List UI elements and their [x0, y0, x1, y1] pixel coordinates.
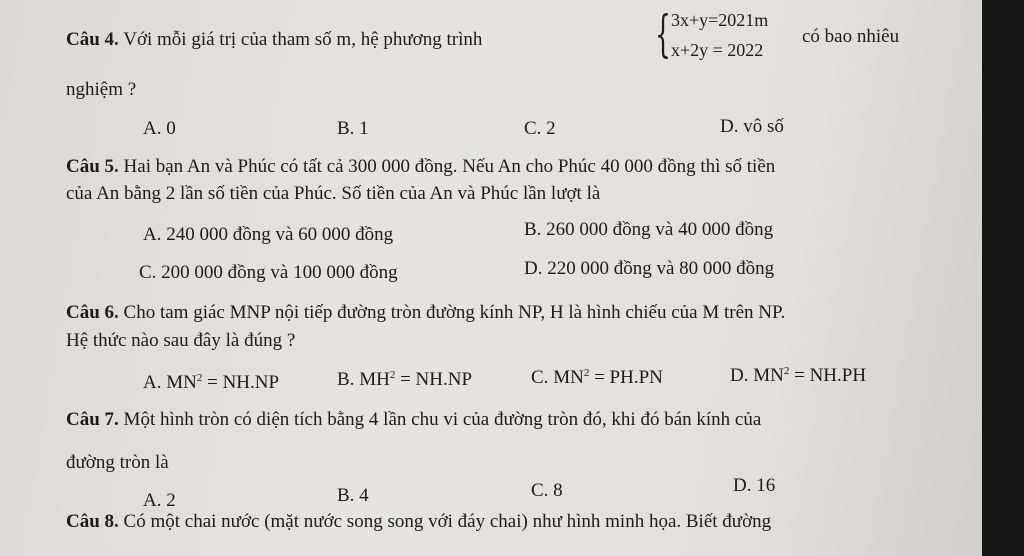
q8-text-1: Có một chai nước (mặt nước song song với đáy chai) như hình minh họa. Biết đường — [123, 511, 772, 532]
q5-option-b[interactable]: B. 260 000 đồng và 40 000 đồng — [524, 219, 774, 240]
q5-line1 — [66, 156, 775, 178]
q6-c-prefix: C. — [531, 367, 549, 388]
q7-option-b[interactable]: B. 4 — [337, 485, 369, 506]
q6-option-c[interactable] — [531, 367, 663, 389]
q6-b-lhs: MH — [359, 369, 390, 390]
q7-option-a[interactable]: A. 2 — [143, 490, 176, 511]
q6-label: Câu 6. — [66, 302, 119, 323]
system-brace: { — [655, 5, 671, 63]
q6-option-b[interactable] — [337, 369, 472, 391]
q6-a-exp: 2 — [196, 372, 203, 384]
q5-option-c[interactable]: C. 200 000 đồng và 100 000 đồng — [139, 262, 398, 283]
q4-equation-system — [655, 6, 800, 70]
q8-line1 — [66, 511, 771, 533]
q5-option-d[interactable]: D. 220 000 đồng và 80 000 đồng — [524, 258, 775, 279]
q4-text-before: Với mỗi giá trị của tham số m, hệ phương trình — [123, 29, 483, 50]
q6-d-exp: 2 — [783, 365, 790, 377]
q7-text-1: Một hình tròn có diện tích bằng 4 lần chu vi của đường tròn đó, khi đó bán kính của — [123, 409, 762, 430]
q4-label: Câu 4. — [66, 29, 119, 50]
q4-text-after: có bao nhiêu — [802, 26, 900, 47]
q7-line2: đường tròn là — [66, 452, 169, 473]
q8-label: Câu 8. — [66, 511, 119, 532]
q7-option-c[interactable]: C. 8 — [531, 480, 563, 501]
q6-text-1: Cho tam giác MNP nội tiếp đường tròn đường kính NP, H là hình chiếu của M trên NP. — [123, 302, 786, 323]
q6-line2: Hệ thức nào sau đây là đúng ? — [66, 330, 296, 351]
q6-c-lhs: MN — [553, 367, 584, 388]
q4-option-b[interactable]: B. 1 — [337, 118, 369, 139]
q5-option-a[interactable]: A. 240 000 đồng và 60 000 đồng — [143, 224, 394, 245]
q7-label: Câu 7. — [66, 409, 119, 430]
q5-label: Câu 5. — [66, 156, 119, 177]
q5-line2: của An bằng 2 lần số tiền của Phúc. Số tiền của An và Phúc lần lượt là — [66, 183, 601, 204]
dark-right-edge — [982, 0, 1024, 556]
q4-line2: nghiệm ? — [66, 79, 137, 100]
q5-text-1: Hai bạn An và Phúc có tất cả 300 000 đồng. Nếu An cho Phúc 40 000 đồng thì số tiền — [123, 156, 776, 177]
q6-d-prefix: D. — [730, 365, 749, 386]
q6-d-rhs: = NH.PH — [794, 365, 867, 386]
q4-line1 — [66, 29, 482, 51]
q7-line1 — [66, 409, 761, 431]
q4-option-a[interactable]: A. 0 — [143, 118, 176, 139]
q6-b-prefix: B. — [337, 369, 355, 390]
q6-b-rhs: = NH.NP — [400, 369, 473, 390]
q6-a-rhs: = NH.NP — [207, 372, 280, 393]
q6-line1 — [66, 302, 785, 324]
q6-a-lhs: MN — [166, 372, 197, 393]
q6-option-a[interactable] — [143, 372, 279, 394]
q4-eq2: x+2y = 2022 — [671, 40, 764, 60]
q6-option-d[interactable] — [730, 365, 866, 387]
q4-option-d[interactable]: D. vô số — [720, 116, 784, 137]
q6-b-exp: 2 — [389, 369, 396, 381]
q6-c-exp: 2 — [583, 367, 590, 379]
q6-c-rhs: = PH.PN — [594, 367, 663, 388]
q4-eq1: 3x+y=2021m — [671, 10, 769, 30]
q7-option-d[interactable]: D. 16 — [733, 475, 776, 496]
q6-d-lhs: MN — [753, 365, 784, 386]
q6-a-prefix: A. — [143, 372, 162, 393]
q4-option-c[interactable]: C. 2 — [524, 118, 556, 139]
